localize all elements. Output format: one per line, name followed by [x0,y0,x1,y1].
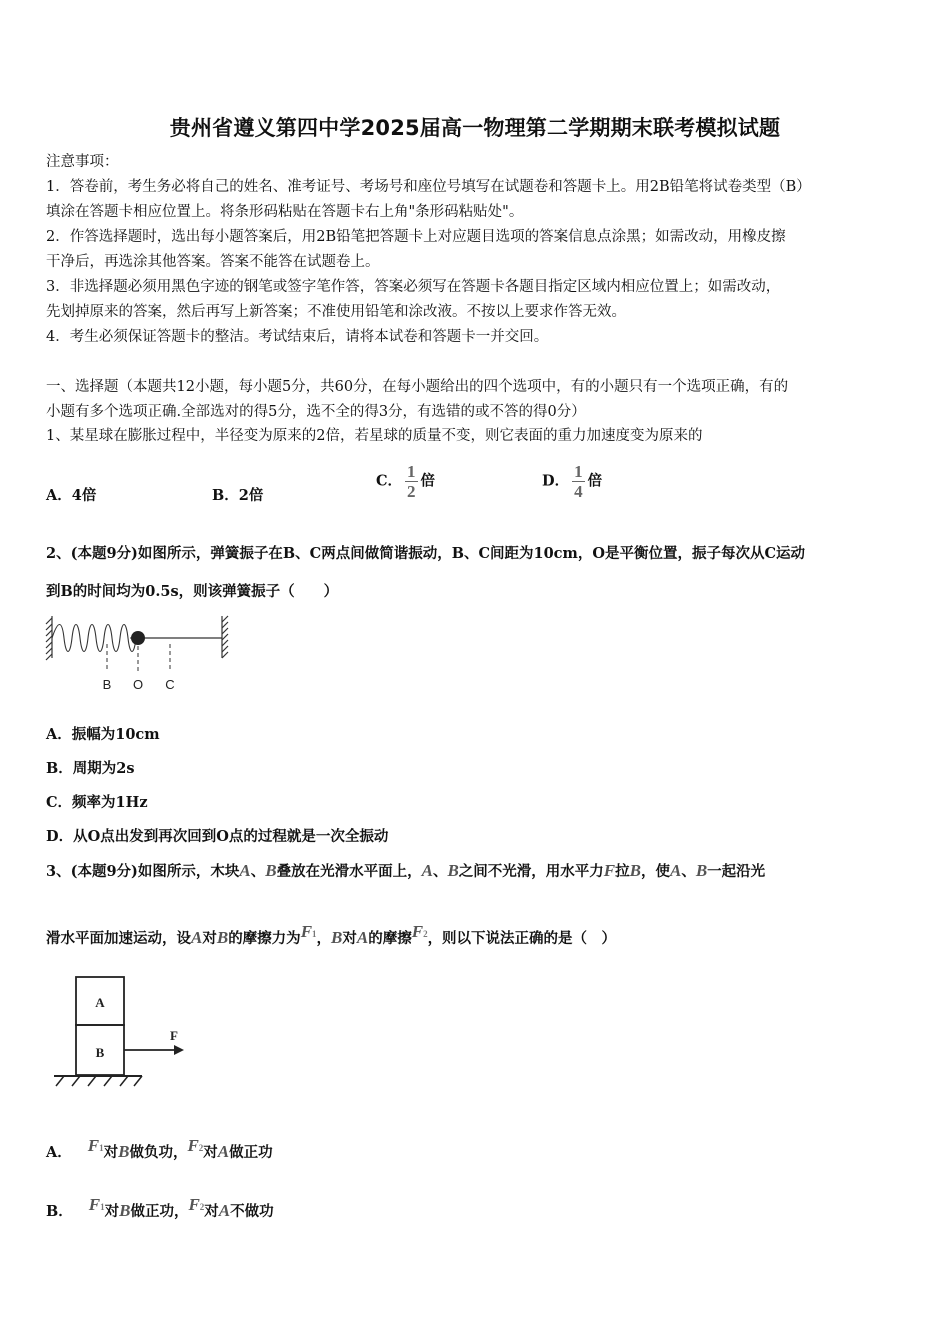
f2-symbol [187,1136,203,1155]
stem-text: 的摩擦 [368,930,412,947]
q2-option-c: C．频率为1Hz [46,794,148,811]
oscillator-ball [131,631,145,645]
f-letter: F [188,1195,200,1214]
section-heading: 小题有多个选项正确.全部选对的得5分，选不全的得3分，有选错的或不答的得0分） [46,404,586,420]
spring [52,625,136,652]
q3-option-a [46,1136,273,1163]
notice-line: 干净后，再选涂其他答案。答案不能答在试题卷上。 [46,254,380,270]
question-3-stem-line2 [46,922,616,949]
force-label: F [170,1028,178,1043]
q1-option-c [376,462,435,501]
f-subscript: 2 [423,929,428,939]
stem-text: ， [316,930,332,947]
stem-text: 之间不光滑，用水平力 [458,863,604,880]
stem-text: 滑水平面加速运动，设 [46,930,191,947]
var-a: A [191,928,203,947]
q3-option-b [46,1195,274,1222]
stem-text: 叠放在光滑水平面上， [276,863,422,880]
option-label: B． [46,1203,73,1220]
f-letter: F [411,922,424,941]
page-title: 贵州省遵义第四中学2025届高一物理第二学期期末联考模拟试题 [169,116,781,140]
stacked-blocks-figure [50,970,190,1090]
stem-text: 对 [202,930,217,947]
force-arrowhead [174,1045,184,1055]
var-f: F [603,861,616,880]
var-b: B [629,861,641,880]
q2-option-b: B．周期为2s [46,760,135,777]
q1-option-d [542,462,602,501]
f1-symbol [301,922,317,941]
option-text: 对 [204,1203,219,1220]
option-text: 2倍 [238,487,264,504]
var-b: B [331,928,343,947]
block-a-label: A [95,995,105,1010]
option-label: B． [212,487,239,504]
f1-symbol [89,1195,105,1214]
notice-line: 1．答卷前，考生务必将自己的姓名、准考证号、考场号和座位号填写在试题卷和答题卡上。用2B铅笔将试卷类型（B） [46,179,811,195]
fraction-numerator: 1 [407,462,416,481]
var-b: B [695,861,708,880]
var-b: B [119,1201,131,1220]
fraction [572,462,585,501]
var-b: B [447,861,459,880]
option-text: 不做功 [230,1203,274,1220]
q2-option-d: D．从O点出发到再次回到O点的过程就是一次全振动 [46,828,389,845]
option-label: A． [46,487,72,504]
label-o: O [132,677,144,692]
fraction-numerator: 1 [574,462,583,481]
f2-symbol [188,1195,204,1214]
option-label: D． [542,472,570,490]
option-text: 做负功， [129,1144,188,1161]
label-b: B [102,677,112,692]
var-b: B [265,861,277,880]
f-subscript: 1 [312,929,317,939]
q1-option-a [46,486,96,506]
var-b: B [118,1142,130,1161]
notice-line: 2．作答选择题时，选出每小题答案后，用2B铅笔把答题卡上对应题目选项的答案信息点涂黑；如需改动，用橡皮擦 [46,229,786,245]
ground [54,1076,142,1086]
var-a: A [421,861,433,880]
stem-text: 的摩擦力为 [228,930,301,947]
f1-symbol [88,1136,104,1155]
stem-text: 对 [342,930,357,947]
option-text: 做正功， [130,1203,189,1220]
f2-symbol [412,922,428,941]
label-c: C [165,677,175,692]
f-subscript: 1 [99,1143,104,1153]
stem-text: 拉 [615,863,630,880]
fraction [405,462,418,501]
q1-option-b [212,486,263,506]
notice-line: 填涂在答题卡相应位置上。将条形码粘贴在答题卡右上角"条形码粘贴处"。 [46,204,524,220]
notice-line: 3．非选择题必须用黑色字迹的钢笔或签字笔作答，答案必须写在答题卡各题目指定区域内相应位置上；如需改动， [46,279,781,295]
option-label: C． [376,472,403,490]
f-subscript: 2 [199,1202,205,1212]
option-text: 对 [104,1203,120,1220]
f-letter: F [88,1195,101,1214]
stem-text: 3、(本题9分)如图所示，木块 [46,863,240,880]
var-a: A [218,1201,231,1220]
f-letter: F [187,1136,199,1155]
f-letter: F [87,1136,100,1155]
option-text: 做正功 [229,1144,273,1161]
stem-text: 、 [681,863,696,880]
question-2-stem: 到B的时间均为0.5s，则该弹簧振子（ ） [46,583,339,600]
option-text: 倍 [587,472,603,490]
right-wall [222,616,228,658]
section-heading: 一、选择题（本题共12小题，每小题5分，共60分，在每小题给出的四个选项中，有的小题只有一个选项正确，有的 [46,379,789,395]
notice-line: 先划掉原来的答案，然后再写上新答案；不准使用铅笔和涂改液。不按以上要求作答无效。 [46,304,626,320]
var-a: A [239,861,251,880]
notice-heading: 注意事项： [46,154,119,170]
option-text: 对 [103,1144,119,1161]
stem-text: 、 [432,863,448,880]
spring-oscillator-figure [44,612,244,696]
question-1-stem: 1、某星球在膨胀过程中，半径变为原来的2倍，若星球的质量不变，则它表面的重力加速度变为原来的 [46,428,703,444]
f-subscript: 1 [100,1202,105,1212]
var-a: A [356,928,369,947]
f-subscript: 2 [198,1143,204,1153]
var-b: B [216,928,229,947]
notice-line: 4．考生必须保证答题卡的整洁。考试结束后，请将本试卷和答题卡一并交回。 [46,329,549,345]
option-text: 对 [203,1144,218,1161]
option-text: 4倍 [71,487,97,504]
q2-option-a: A．振幅为10cm [46,726,160,743]
stem-text: 、 [250,863,266,880]
var-a: A [217,1142,230,1161]
question-3-stem-line1 [46,861,765,882]
option-label: A． [46,1144,72,1161]
stem-text: 一起沿光 [707,863,766,880]
f-letter: F [300,922,313,941]
left-wall [46,616,52,660]
stem-text: ，使 [640,863,670,880]
var-a: A [669,861,682,880]
block-b-label: B [95,1045,105,1060]
fraction-denominator: 2 [407,482,416,501]
stem-text: ，则以下说法正确的是（ ） [427,930,617,947]
fraction-denominator: 4 [574,482,583,501]
option-text: 倍 [420,472,436,490]
question-2-stem: 2、(本题9分)如图所示，弹簧振子在B、C两点间做简谐振动，B、C间距为10cm，O是平衡位置，振子每次从C运动 [46,545,806,562]
